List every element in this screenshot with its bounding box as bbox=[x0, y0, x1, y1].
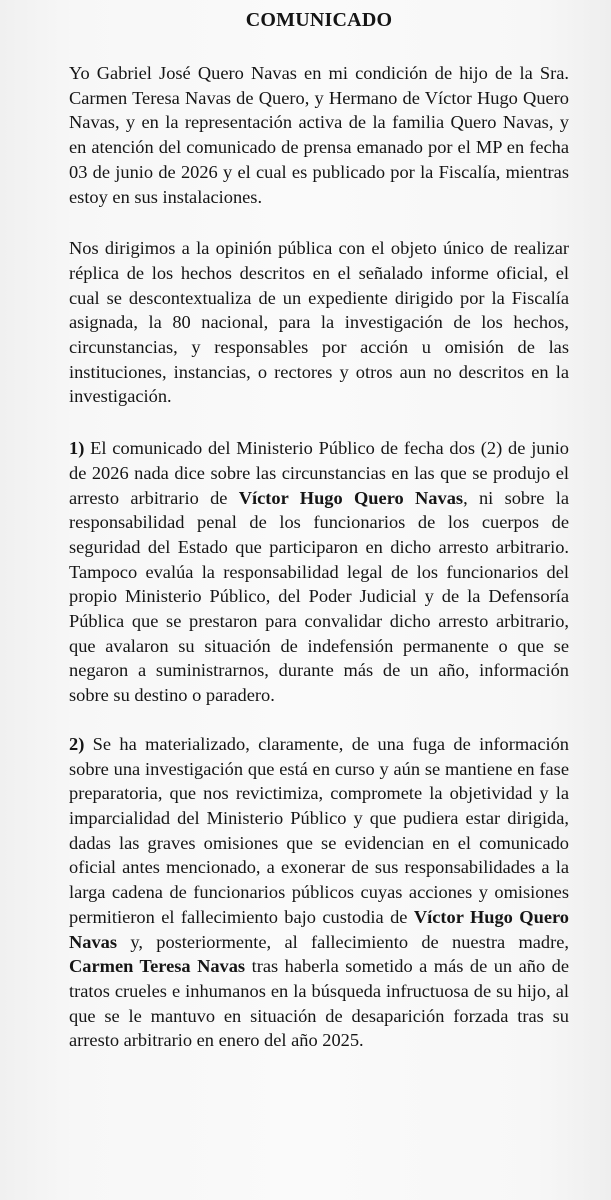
point-2-number: 2) bbox=[69, 733, 85, 754]
point-2-name-2: Carmen Teresa Navas bbox=[69, 956, 246, 977]
paragraph-intro: Yo Gabriel José Quero Navas en mi condición de hijo de la Sra. Carmen Teresa Navas de Quero, y Hermano de Víctor Hugo Quero Navas, y en la representación activa de la familia Quero Navas, y en atención del comunicado de prensa emanado por el MP en fecha 03 de junio de 2026 y el cual es publicado por la Fiscalía, mientras estoy en sus instalaciones. bbox=[69, 63, 569, 207]
point-2-text-c: tras haberla sometido a más de un año de tratos crueles e inhumanos en la búsqueda infructuosa de su hijo, al que se le mantuvo en situación de desaparición forzada tras su arresto arbitrario en enero del año 2025. bbox=[69, 956, 570, 1051]
point-1-text-b: , ni sobre la responsabilidad penal de los funcionarios de los cuerpos de seguridad del Estado que participaron en dicho arresto arbitrario. Tampoco evalúa la responsabilidad legal de los funcionarios del propio Ministerio Público, del Poder Judicial y de la Defensoría Pública que se prestaron para convalidar dicho arresto arbitrario, que avalaron su situación de indefensión permanente o que se negaron a suministrarnos, durante más de un año, información sobre su destino o paradero. bbox=[69, 487, 569, 706]
point-2-name-1: Víctor Hugo Quero Navas bbox=[69, 906, 570, 952]
point-1-number: 1) bbox=[69, 438, 85, 459]
point-2-text-b: y, posteriormente, al fallecimiento de nuestra madre, bbox=[117, 931, 569, 952]
point-1-paragraph bbox=[69, 436, 569, 708]
paragraph-reply: Nos dirigimos a la opinión pública con el objeto único de realizar réplica de los hechos descritos en el señalado informe oficial, el cual se descontextualiza de un expediente dirigido por la Fiscalía asignada, la 80 nacional, para la investigación de los hechos, circunstancias, y responsables por acción u omisión de las instituciones, instancias, o rectores y otros aun no descritos en la investigación. bbox=[69, 238, 569, 407]
point-2-text-a: Se ha materializado, claramente, de una fuga de información sobre una investigación que está en curso y aún se mantiene en fase preparatoria, que nos revictimiza, compromete la objetividad y la imparcialidad del Ministerio Público y que pudiera estar dirigida, dadas las graves omisiones que se evidencian en el comunicado oficial antes mencionado, a exonerar de sus responsabilidades a la larga cadena de funcionarios públicos cuyas acciones y omisiones permitieron el fallecimiento bajo custodia de bbox=[69, 733, 569, 927]
point-2-paragraph bbox=[69, 732, 569, 1053]
point-1-text-a: El comunicado del Ministerio Público de fecha dos (2) de junio de 2026 nada dice sobre las circunstancias en las que se produjo el arresto arbitrario de bbox=[69, 438, 569, 508]
point-1-name: Víctor Hugo Quero Navas bbox=[238, 487, 464, 508]
document-title: COMUNICADO bbox=[245, 9, 393, 31]
